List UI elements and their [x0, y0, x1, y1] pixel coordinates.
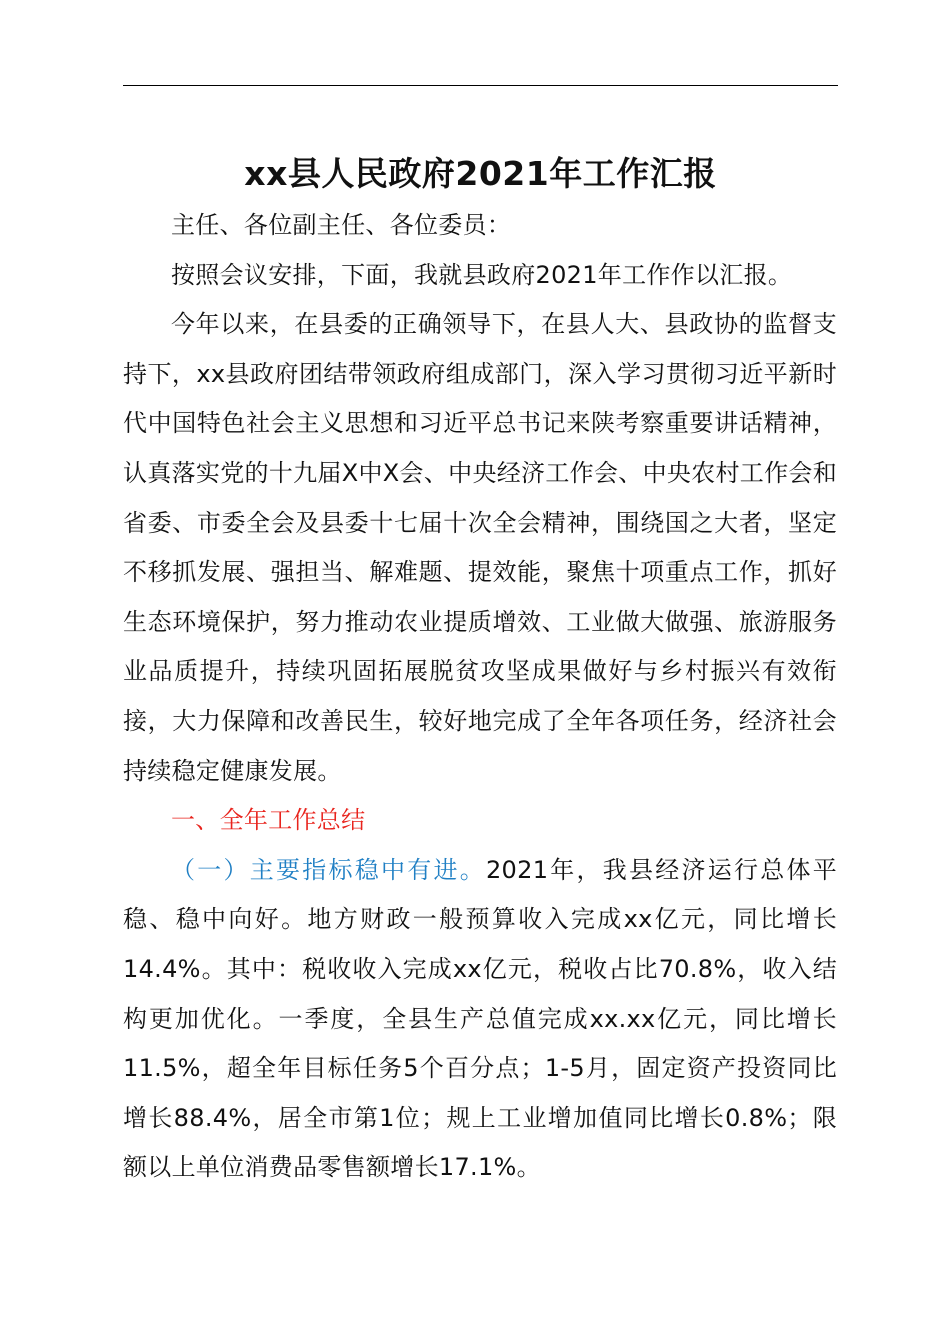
- section-heading: 一、全年工作总结: [171, 806, 366, 835]
- salutation: 主任、各位副主任、各位委员：: [171, 211, 512, 239]
- intro-paragraph: 按照会议安排，下面，我就县政府2021年工作作以汇报。: [171, 260, 793, 289]
- document-body: [123, 201, 837, 1193]
- document-title: xx县人民政府2021年工作汇报: [244, 154, 717, 193]
- subsection-paragraph: [123, 846, 837, 1193]
- subsection-body: 2021年，我县经济运行总体平稳、稳中向好。地方财政一般预算收入完成xx亿元，同比增长14.4%。其中：税收收入完成xx亿元，税收占比70.8%，收入结构更加优化。一季度，全县生产总值完成xx.xx亿元，同比增长11.5%，超全年目标任务5个百分点；1-5月，固定资产投资同比增长88.4%，居全市第1位；规上工业增加值同比增长0.8%；限额以上单位消费品零售额增长17.1%。: [123, 855, 837, 1182]
- overview-paragraph: 今年以来，在县委的正确领导下，在县人大、县政协的监督支持下，xx县政府团结带领政府组成部门，深入学习贯彻习近平新时代中国特色社会主义思想和习近平总书记来陕考察重要讲话精神，认真落实党的十九届X中X会、中央经济工作会、中央农村工作会和省委、市委全会及县委十七届十次全会精神，围绕国之大者，坚定不移抓发展、强担当、解难题、提效能，聚焦十项重点工作，抓好生态环境保护，努力推动农业提质增效、工业做大做强、旅游服务业品质提升，持续巩固拓展脱贫攻坚成果做好与乡村振兴有效衔接，大力保障和改善民生，较好地完成了全年各项任务，经济社会持续稳定健康发展。: [123, 310, 837, 785]
- subsection-heading: （一）主要指标稳中有进。: [171, 855, 486, 884]
- header-rule: [123, 85, 838, 86]
